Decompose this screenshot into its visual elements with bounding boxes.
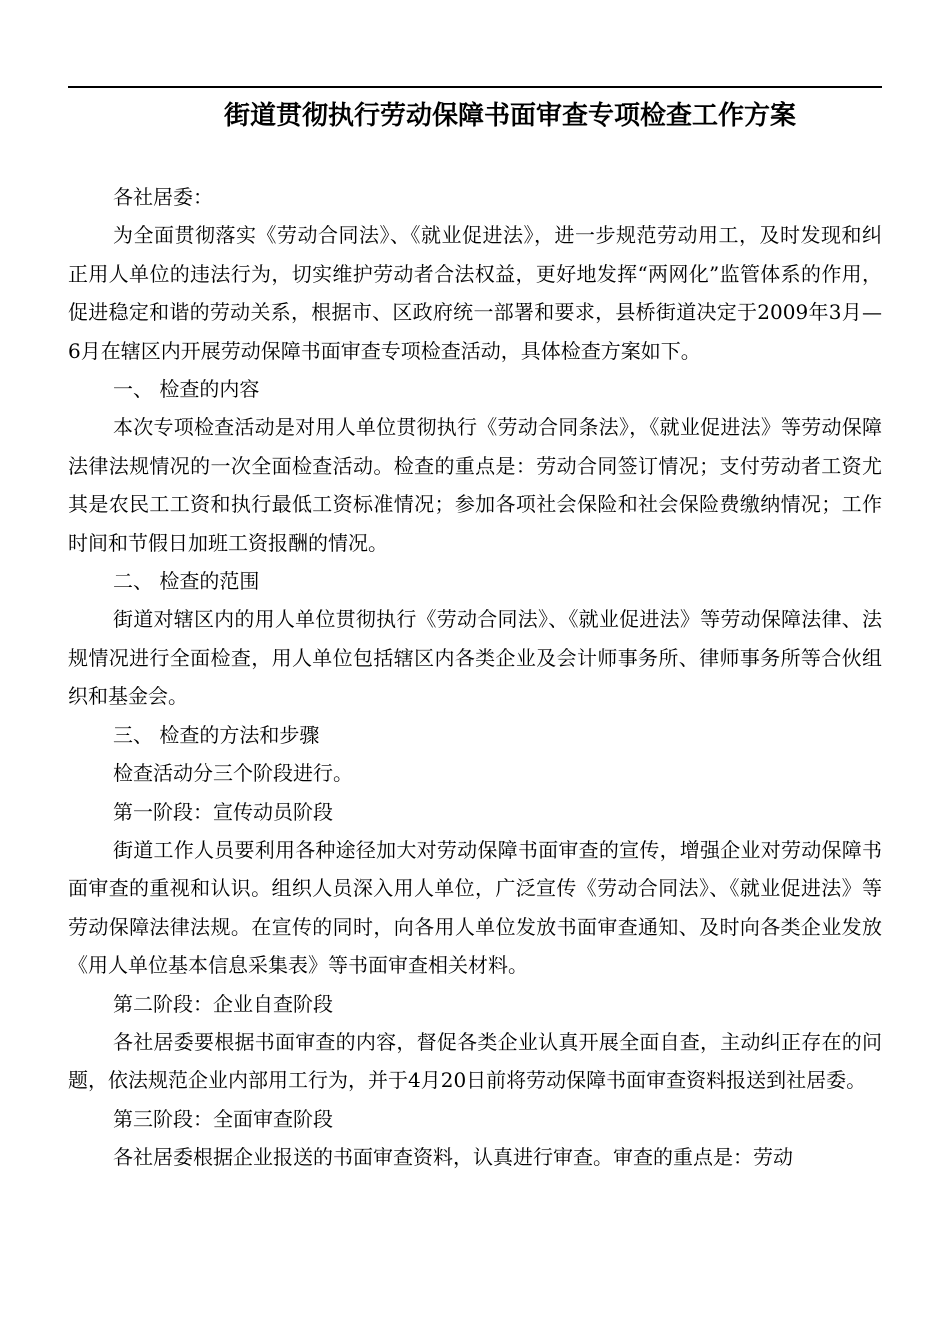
paragraph: 为全面贯彻落实《劳动合同法》、《就业促进法》，进一步规范劳动用工，及时发现和纠正用人单位的违法行为，切实维护劳动者合法权益，更好地发挥“两网化”监管体系的作用，促进稳定和谐的劳动关系，根据市、区政府统一部署和要求，县桥街道决定于2009年3月—6月在辖区内开展劳动保障书面审查专项检查活动，具体检查方案如下。 <box>68 223 882 363</box>
paragraph: 各社居委要根据书面审查的内容，督促各类企业认真开展全面自查，主动纠正存在的问题，依法规范企业内部用工行为，并于4月20日前将劳动保障书面审查资料报送到社居委。 <box>68 1029 882 1093</box>
section-heading: 一、 检查的内容 <box>113 377 260 402</box>
paragraph: 街道对辖区内的用人单位贯彻执行《劳动合同法》、《就业促进法》等劳动保障法律、法规情况进行全面检查，用人单位包括辖区内各类企业及会计师事务所、律师事务所等合伙组织和基金会。 <box>68 607 882 709</box>
paragraph: 检查活动分三个阶段进行。 <box>113 761 353 786</box>
stage-heading: 第一阶段：宣传动员阶段 <box>113 799 333 824</box>
document-body <box>68 178 882 1177</box>
header-rule <box>68 86 882 88</box>
document-title: 街道贯彻执行劳动保障书面审查专项检查工作方案 <box>223 101 796 131</box>
stage-heading: 第二阶段：企业自查阶段 <box>113 991 333 1016</box>
paragraph: 街道工作人员要利用各种途径加大对劳动保障书面审查的宣传，增强企业对劳动保障书面审查的重视和认识。组织人员深入用人单位，广泛宣传《劳动合同法》、《就业促进法》等劳动保障法律法规。在宣传的同时，向各用人单位发放书面审查通知、及时向各类企业发放《用人单位基本信息采集表》等书面审查相关材料。 <box>68 837 882 978</box>
stage-heading: 第三阶段：全面审查阶段 <box>113 1106 333 1131</box>
section-heading: 三、 检查的方法和步骤 <box>113 722 320 747</box>
salutation: 各社居委： <box>113 185 213 209</box>
section-heading: 二、 检查的范围 <box>113 569 260 594</box>
paragraph: 各社居委根据企业报送的书面审查资料，认真进行审查。审查的重点是：劳动 <box>113 1145 793 1170</box>
paragraph: 本次专项检查活动是对用人单位贯彻执行《劳动合同条法》，《就业促进法》等劳动保障法律法规情况的一次全面检查活动。检查的重点是：劳动合同签订情况；支付劳动者工资尤其是农民工工资和执行最低工资标准情况；参加各项社会保险和社会保险费缴纳情况；工作时间和节假日加班工资报酬的情况。 <box>68 415 882 555</box>
